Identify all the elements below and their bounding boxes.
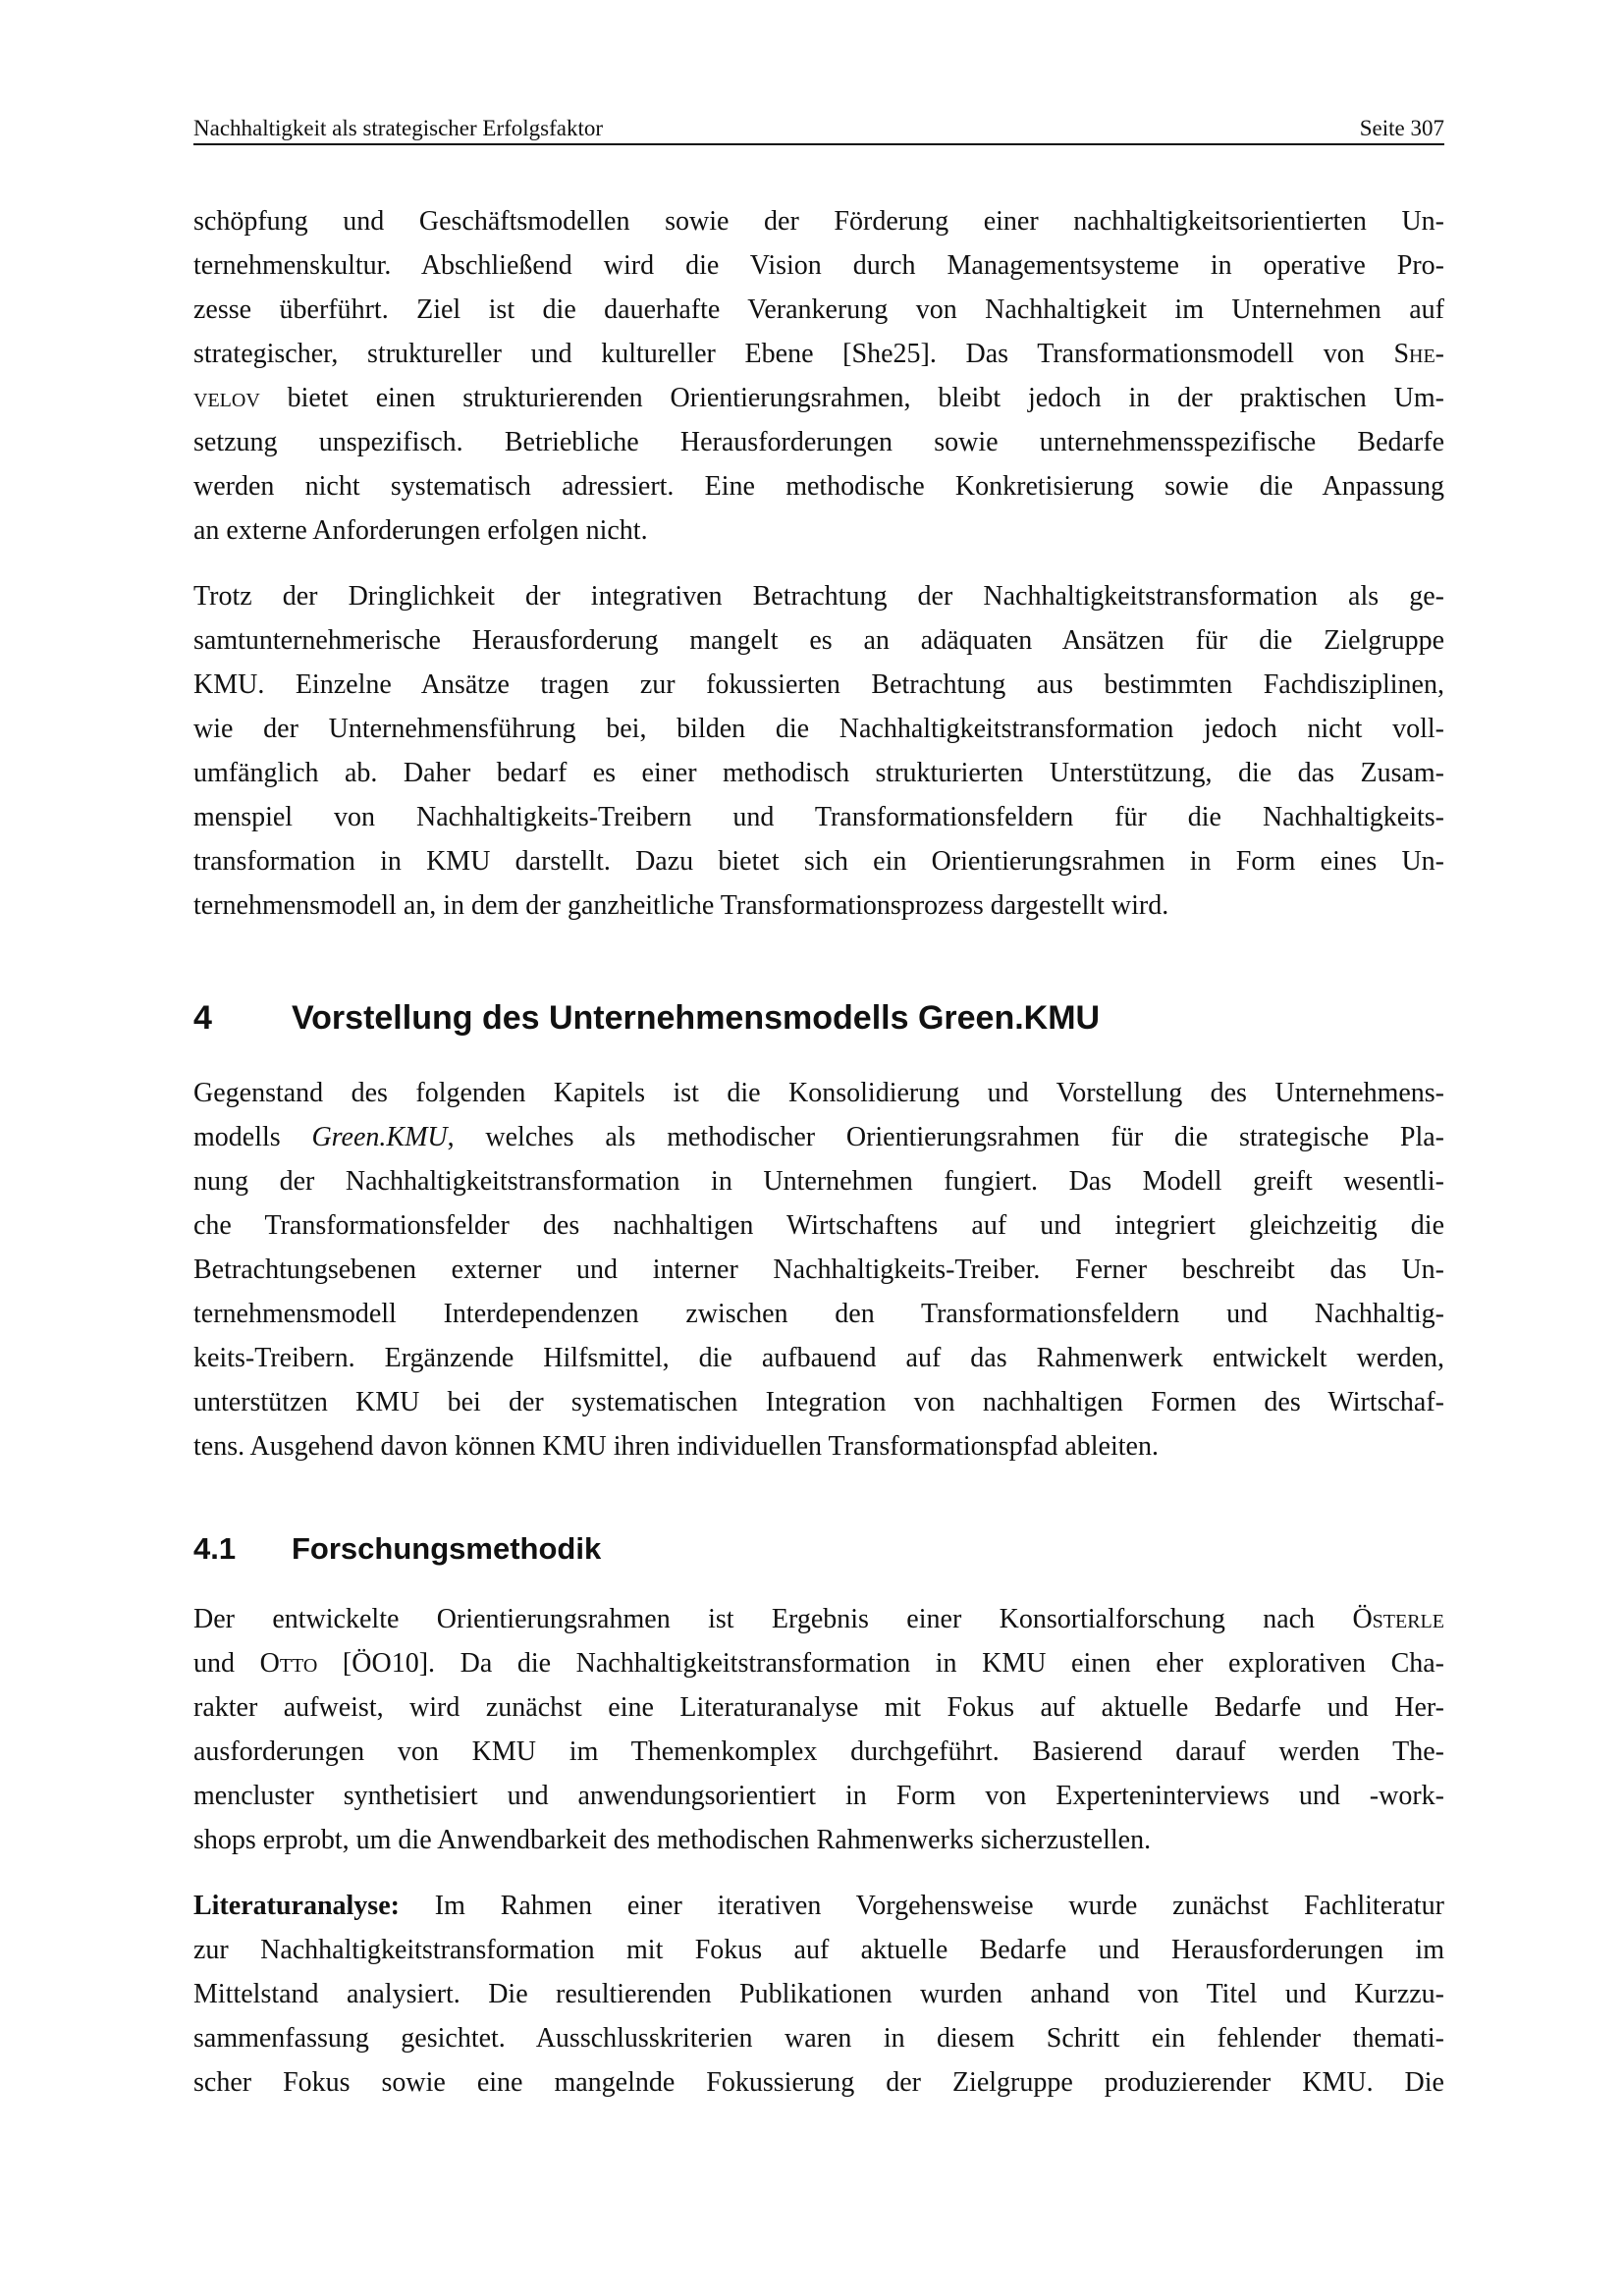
- text-line: [193, 1972, 1444, 2016]
- text-line: [193, 663, 1444, 707]
- text-run: modells: [193, 1122, 312, 1152]
- text-line: [193, 1071, 1444, 1115]
- text-line: [193, 1292, 1444, 1336]
- text-line: [193, 464, 1444, 508]
- text-line: [193, 1818, 1444, 1862]
- text-run: samtunternehmerische Herausforderung mangelt es an adäquaten Ansätzen für die Zielgruppe: [193, 625, 1444, 656]
- text-run: scher Fokus sowie eine mangelnde Fokussierung der Zielgruppe produzierender KMU. Die: [193, 2067, 1444, 2098]
- subsection-heading: [193, 1531, 1444, 1567]
- text-run: Im Rahmen einer iterativen Vorgehensweise wurde zunächst Fachliteratur: [399, 1891, 1444, 1921]
- text-run: ternehmensmodell Interdependenzen zwischen den Transformationsfeldern und Nachhaltig-: [193, 1299, 1444, 1329]
- heading-number: 4: [193, 999, 212, 1037]
- text-line: [193, 1115, 1444, 1159]
- text-line: [193, 376, 1444, 420]
- text-run: zur Nachhaltigkeitstransformation mit Fokus auf aktuelle Bedarfe und Herausforderungen im: [193, 1935, 1444, 1965]
- text-line: [193, 883, 1444, 928]
- text-line: [193, 1730, 1444, 1774]
- author-name: velov: [193, 383, 260, 413]
- text-run: setzung unspezifisch. Betriebliche Herausforderungen sowie unternehmensspezifische Bedarfe: [193, 427, 1444, 457]
- text-run: zesse überführt. Ziel ist die dauerhafte Verankerung von Nachhaltigkeit im Unternehmen auf: [193, 294, 1444, 325]
- text-run: ternehmenskultur. Abschließend wird die Vision durch Managementsysteme in operative Pro-: [193, 250, 1444, 281]
- text-run: umfänglich ab. Daher bedarf es einer methodisch strukturierten Unterstützung, die das Zusam-: [193, 758, 1444, 788]
- text-run: , welches als methodischer Orientierungsrahmen für die strategische Pla-: [447, 1122, 1444, 1152]
- text-line: [193, 1641, 1444, 1685]
- text-run: sammenfassung gesichtet. Ausschlusskriterien waren in diesem Schritt ein fehlender themati-: [193, 2023, 1444, 2054]
- author-name: Österle: [1352, 1604, 1444, 1634]
- paragraph: [193, 199, 1444, 553]
- text-run: KMU. Einzelne Ansätze tragen zur fokussierten Betrachtung aus bestimmten Fachdisziplinen,: [193, 669, 1444, 700]
- text-line: [193, 1248, 1444, 1292]
- text-run: nung der Nachhaltigkeitstransformation in Unternehmen fungiert. Das Modell greift wesentli-: [193, 1166, 1444, 1197]
- text-line: [193, 1424, 1444, 1468]
- emphasis: Green.KMU: [311, 1122, 448, 1152]
- run-in-heading: Literaturanalyse:: [193, 1891, 400, 1921]
- text-run: Der entwickelte Orientierungsrahmen ist Ergebnis einer Konsortialforschung nach: [193, 1604, 1353, 1634]
- paragraph: [193, 1071, 1444, 1468]
- text-line: [193, 1336, 1444, 1380]
- text-run: werden nicht systematisch adressiert. Eine methodische Konkretisierung sowie die Anpassung: [193, 471, 1444, 502]
- text-run: che Transformationsfelder des nachhaltigen Wirtschaftens auf und integriert gleichzeitig die: [193, 1210, 1444, 1241]
- text-run: [ÖO10]. Da die Nachhaltigkeitstransformation in KMU einen eher explorativen Cha-: [317, 1648, 1444, 1679]
- heading-number: 4.1: [193, 1531, 237, 1566]
- text-line: [193, 751, 1444, 795]
- section-heading: [193, 999, 1444, 1038]
- text-line: [193, 1597, 1444, 1641]
- running-header: [193, 110, 1444, 145]
- text-line: [193, 243, 1444, 288]
- text-run: Trotz der Dringlichkeit der integrativen Betrachtung der Nachhaltigkeitstransformation als ge-: [193, 581, 1444, 612]
- text-line: [193, 420, 1444, 464]
- paragraph: [193, 1884, 1444, 2105]
- text-run: an externe Anforderungen erfolgen nicht.: [193, 515, 648, 546]
- text-run: tens. Ausgehend davon können KMU ihren individuellen Transformationspfad ableiten.: [193, 1431, 1159, 1462]
- text-line: [193, 1380, 1444, 1424]
- heading-title: Forschungsmethodik: [292, 1531, 602, 1566]
- author-name: Otto: [259, 1648, 318, 1679]
- text-run: ternehmensmodell an, in dem der ganzheitliche Transformationsprozess dargestellt wird.: [193, 890, 1169, 921]
- text-run: und: [193, 1648, 260, 1679]
- text-line: [193, 1928, 1444, 1972]
- page-number: Seite 307: [1359, 116, 1444, 140]
- text-run: transformation in KMU darstellt. Dazu bietet sich ein Orientierungsrahmen in Form eines Un-: [193, 846, 1444, 877]
- text-line: [193, 795, 1444, 839]
- text-run: Mittelstand analysiert. Die resultierenden Publikationen wurden anhand von Titel und Kurzzu-: [193, 1979, 1444, 2009]
- text-run: rakter aufweist, wird zunächst eine Literaturanalyse mit Fokus auf aktuelle Bedarfe und Her-: [193, 1692, 1444, 1723]
- text-line: [193, 1159, 1444, 1203]
- text-line: [193, 199, 1444, 243]
- text-line: [193, 1685, 1444, 1730]
- text-run: bietet einen strukturierenden Orientierungsrahmen, bleibt jedoch in der praktischen Um-: [259, 383, 1444, 413]
- text-line: [193, 574, 1444, 618]
- author-name: She-: [1393, 339, 1444, 369]
- text-line: [193, 2060, 1444, 2105]
- text-line: [193, 1774, 1444, 1818]
- text-run: mencluster synthetisiert und anwendungsorientiert in Form von Experteninterviews und -work-: [193, 1781, 1444, 1811]
- text-run: keits-Treibern. Ergänzende Hilfsmittel, die aufbauend auf das Rahmenwerk entwickelt werden,: [193, 1343, 1444, 1373]
- text-run: menspiel von Nachhaltigkeits-Treibern und Transformationsfeldern für die Nachhaltigkeits-: [193, 802, 1444, 832]
- text-line: [193, 1203, 1444, 1248]
- text-line: [193, 707, 1444, 751]
- text-line: [193, 288, 1444, 332]
- text-run: wie der Unternehmensführung bei, bilden die Nachhaltigkeitstransformation jedoch nicht voll-: [193, 714, 1444, 744]
- text-run: shops erprobt, um die Anwendbarkeit des methodischen Rahmenwerks sicherzustellen.: [193, 1825, 1152, 1855]
- text-run: Betrachtungsebenen externer und interner Nachhaltigkeits-Treiber. Ferner beschreibt das Un-: [193, 1255, 1444, 1285]
- header-title: Nachhaltigkeit als strategischer Erfolgsfaktor: [193, 116, 604, 140]
- paragraph: [193, 574, 1444, 928]
- text-run: Gegenstand des folgenden Kapitels ist die Konsolidierung und Vorstellung des Unternehmens-: [193, 1078, 1444, 1108]
- heading-title: Vorstellung des Unternehmensmodells Green.KMU: [292, 999, 1101, 1037]
- text-run: strategischer, struktureller und kultureller Ebene [She25]. Das Transformationsmodell von: [193, 339, 1394, 369]
- paragraph: [193, 1597, 1444, 1862]
- text-line: [193, 508, 1444, 553]
- text-run: unterstützen KMU bei der systematischen Integration von nachhaltigen Formen des Wirtschaf-: [193, 1387, 1444, 1417]
- text-line: [193, 618, 1444, 663]
- text-run: ausforderungen von KMU im Themenkomplex durchgeführt. Basierend darauf werden The-: [193, 1736, 1444, 1767]
- text-line: [193, 839, 1444, 883]
- text-run: schöpfung und Geschäftsmodellen sowie der Förderung einer nachhaltigkeitsorientierten Un-: [193, 206, 1444, 237]
- text-line: [193, 1884, 1444, 1928]
- text-line: [193, 332, 1444, 376]
- text-line: [193, 2016, 1444, 2060]
